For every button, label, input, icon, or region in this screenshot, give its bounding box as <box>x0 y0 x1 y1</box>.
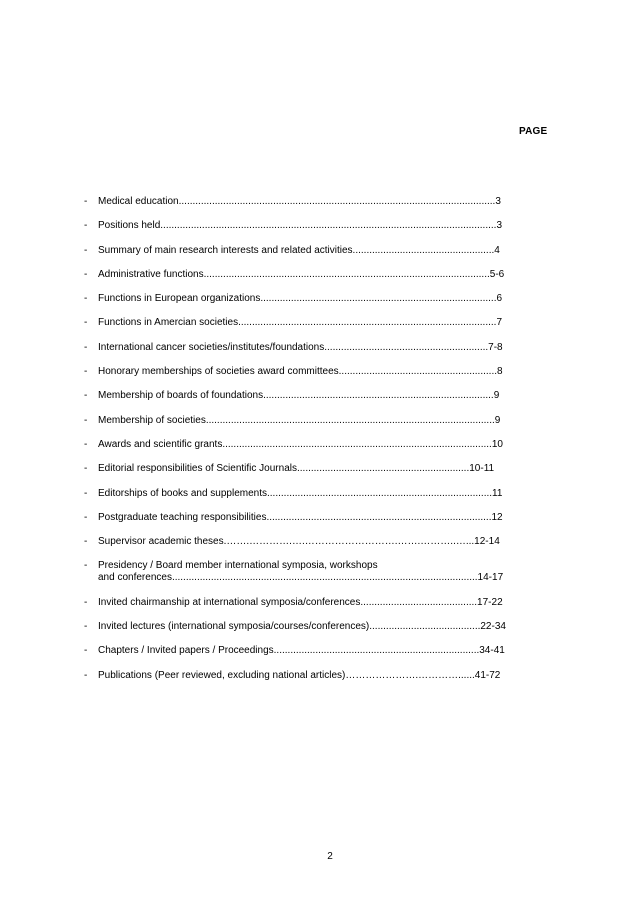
toc-entry-text: Editorial responsibilities of Scientific Journals..............................................................10-11 <box>98 463 495 475</box>
toc-entry-text: International cancer societies/institutes/foundations...........................................................7-8 <box>98 341 503 353</box>
toc-entry-text: Invited lectures (international symposia/courses/conferences)........................................22-34 <box>98 621 506 633</box>
toc-entry-text: Invited chairmanship at international symposia/conferences..........................................17-22 <box>98 596 503 608</box>
toc-entry <box>84 342 544 354</box>
toc-entry <box>84 196 544 208</box>
toc-entry-text: Functions in Amercian societies.............................................................................................7 <box>98 317 503 329</box>
toc-entry <box>84 621 544 633</box>
toc-dash: - <box>84 487 88 499</box>
toc-dash: - <box>84 414 88 426</box>
toc-dash: - <box>84 390 88 402</box>
toc-entry <box>84 269 544 281</box>
toc-entry <box>84 220 544 232</box>
toc-dash: - <box>84 293 88 305</box>
toc-dash: - <box>84 511 88 523</box>
toc-dash: - <box>84 463 88 475</box>
toc-entry-text: Publications (Peer reviewed, excluding national articles)………………….…………......41-72 <box>98 669 501 681</box>
toc-entry-text: Awards and scientific grants.................................................................................................10 <box>98 438 503 450</box>
toc-entry <box>84 390 544 402</box>
toc-entry <box>84 366 544 378</box>
toc-entry-text: Summary of main research interests and related activities...................................................4 <box>98 244 500 256</box>
toc-entry-text: Membership of boards of foundations...................................................................................9 <box>98 390 500 402</box>
toc-dash: - <box>84 645 88 657</box>
toc-dash: - <box>84 244 88 256</box>
toc-entry <box>84 415 544 427</box>
toc-entry <box>84 597 544 609</box>
toc-entry <box>84 488 544 500</box>
toc-entry <box>84 317 544 329</box>
page-column-heading: PAGE <box>519 126 548 137</box>
toc-dash: - <box>84 366 88 378</box>
toc-dash: - <box>84 536 88 548</box>
toc-dash: - <box>84 317 88 329</box>
toc-entry <box>84 645 544 657</box>
toc-entry-text: Presidency / Board member international symposia, workshops <box>98 560 378 572</box>
page-number: 2 <box>327 851 333 862</box>
toc-dash: - <box>84 560 88 572</box>
table-of-contents <box>84 196 544 694</box>
toc-dash: - <box>84 220 88 232</box>
toc-entry <box>84 439 544 451</box>
toc-entry-text: Postgraduate teaching responsibilities.................................................................................12 <box>98 511 503 523</box>
toc-entry-text: Supervisor academic theses.…….………….….……………………….…….………..…...12-14 <box>98 536 500 548</box>
toc-entry-text: Editorships of books and supplements.................................................................................11 <box>98 487 503 499</box>
toc-dash: - <box>84 621 88 633</box>
toc-dash: - <box>84 196 88 207</box>
toc-dash: - <box>84 341 88 353</box>
toc-entry-text: Honorary memberships of societies award committees.........................................................8 <box>98 366 503 378</box>
toc-entry <box>84 670 544 682</box>
toc-dash: - <box>84 268 88 280</box>
toc-entry <box>84 463 544 475</box>
toc-dash: - <box>84 669 88 681</box>
toc-entry-text: Chapters / Invited papers / Proceedings..........................................................................34-41 <box>98 645 505 657</box>
toc-entry-text-continued: and conferences..............................................................................................................14-17 <box>98 572 504 584</box>
toc-entry <box>84 293 544 305</box>
toc-dash: - <box>84 596 88 608</box>
toc-entry <box>84 245 544 257</box>
toc-entry-text: Membership of societies........................................................................................................9 <box>98 414 501 426</box>
toc-entry-text: Functions in European organizations.....................................................................................6 <box>98 293 503 305</box>
toc-entry-text: Positions held.........................................................................................................................3 <box>98 220 502 232</box>
toc-entry <box>84 536 544 548</box>
toc-entry-text: Administrative functions.......................................................................................................5-6 <box>98 268 505 280</box>
toc-entry <box>84 560 544 584</box>
toc-entry-text: Medical education..................................................................................................................3 <box>98 196 501 207</box>
toc-dash: - <box>84 438 88 450</box>
toc-entry <box>84 512 544 524</box>
